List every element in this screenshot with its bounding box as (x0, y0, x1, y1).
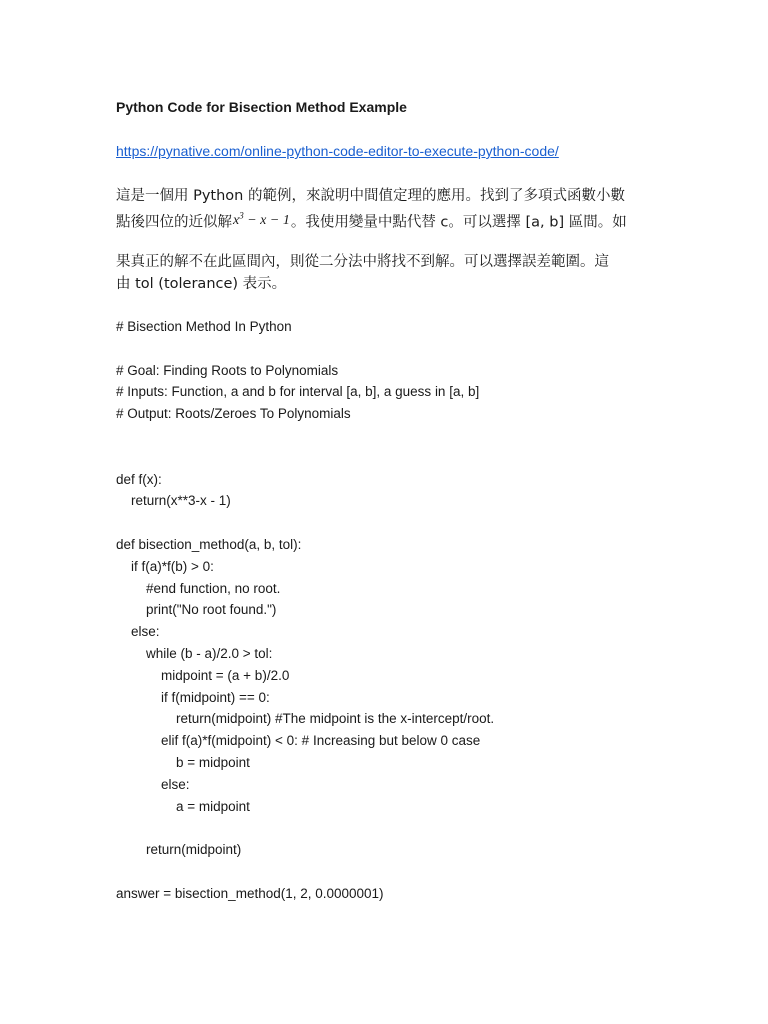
code-line: return(midpoint) #The midpoint is the x-intercept/root. (116, 711, 495, 727)
code-line (116, 512, 494, 534)
code-line: # Output: Roots/Zeroes To Polynomials (116, 406, 351, 422)
formula-exponent: 3 (239, 210, 244, 220)
code-line: return(midpoint) (116, 842, 242, 858)
python-code-block (116, 316, 494, 905)
intro-paragraph (116, 185, 627, 235)
code-line: while (b - a)/2.0 > tol: (116, 645, 273, 661)
tolerance-line-2: 由 tol (tolerance) 表示。 (116, 276, 287, 292)
code-editor-link[interactable]: https://pynative.com/online-python-code-editor-to-execute-python-code/ (116, 143, 559, 159)
code-line: a = midpoint (116, 798, 250, 814)
code-line: midpoint = (a + b)/2.0 (116, 667, 290, 683)
formula-base: x (233, 212, 240, 228)
code-line: else: (116, 624, 160, 640)
tolerance-line-1: 果真正的解不在此區間內，則從二分法中將找不到解。可以選擇誤差範圍。這 (116, 254, 609, 270)
code-line (116, 861, 494, 883)
intro-line-2-tail: 。我使用變量中點代替 c。可以選擇 [a, b] 區間。如 (290, 214, 627, 231)
document-title: Python Code for Bisection Method Example (116, 99, 407, 115)
intro-line-2 (116, 207, 627, 235)
code-line (116, 447, 494, 469)
code-line: # Goal: Finding Roots to Polynomials (116, 362, 339, 378)
code-line: #end function, no root. (116, 580, 281, 596)
code-line (116, 817, 494, 839)
code-line: if f(midpoint) == 0: (116, 689, 270, 705)
code-line: def bisection_method(a, b, tol): (116, 536, 302, 552)
intro-line-2-text: 點後四位的近似解 (116, 214, 232, 231)
code-line: # Inputs: Function, a and b for interval [a, b], a guess in [a, b] (116, 384, 480, 400)
formula-rest: − x − 1 (243, 212, 290, 228)
code-line: print("No root found.") (116, 602, 277, 618)
code-line: elif f(a)*f(midpoint) < 0: # Increasing but below 0 case (116, 733, 481, 749)
polynomial-formula (232, 210, 291, 228)
code-line: answer = bisection_method(1, 2, 0.0000001) (116, 885, 384, 901)
code-line: else: (116, 776, 190, 792)
tolerance-paragraph (116, 251, 609, 295)
code-line: # Bisection Method In Python (116, 319, 292, 334)
code-line: if f(a)*f(b) > 0: (116, 558, 214, 574)
intro-line-1: 這是一個用 Python 的範例，來說明中間值定理的應用。找到了多項式函數小數 (116, 188, 625, 204)
code-line: def f(x): (116, 471, 162, 487)
code-line (116, 425, 494, 447)
code-line: b = midpoint (116, 754, 250, 770)
code-line: return(x**3-x - 1) (116, 493, 231, 509)
code-line (116, 338, 494, 360)
